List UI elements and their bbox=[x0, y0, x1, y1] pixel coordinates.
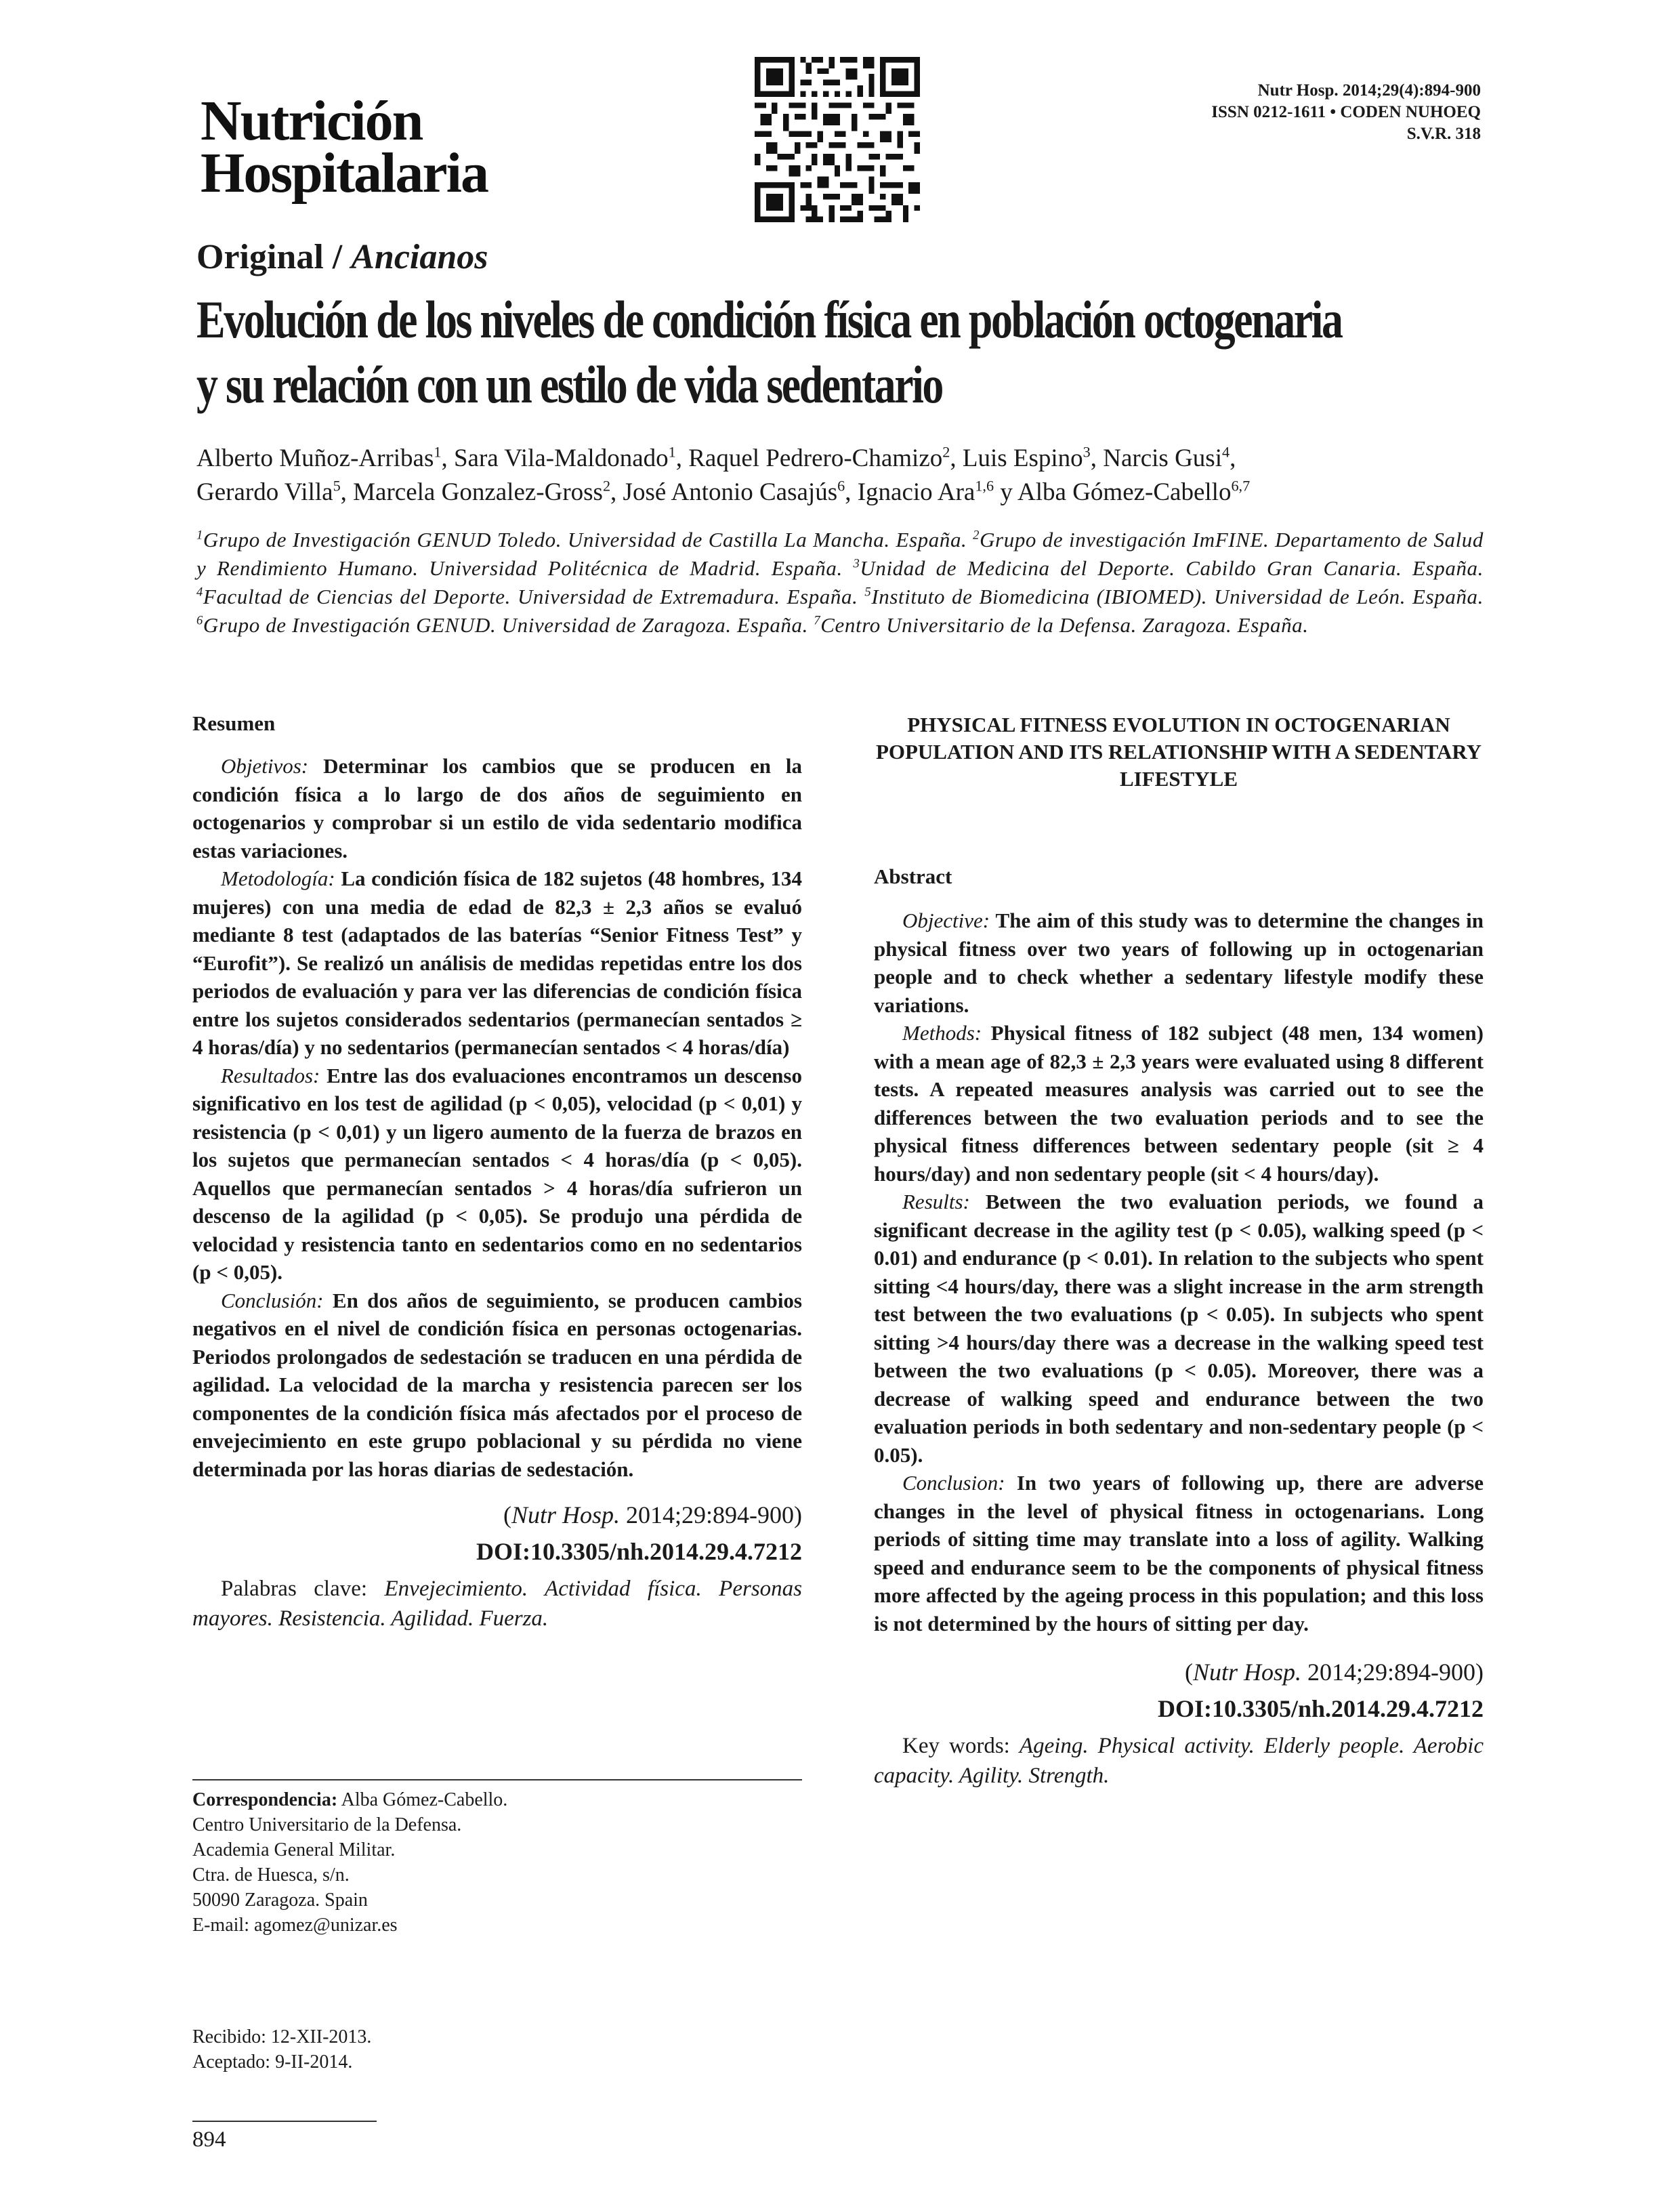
journal-metadata bbox=[1211, 80, 1481, 145]
abstract-citation bbox=[874, 1658, 1484, 1686]
affiliation-number: 5 bbox=[864, 585, 872, 600]
article-section bbox=[196, 237, 488, 277]
abstract-keywords bbox=[874, 1731, 1484, 1791]
journal-logo bbox=[201, 89, 488, 205]
correspondence-divider bbox=[192, 1779, 802, 1780]
affiliation-text: Grupo de Investigación GENUD Toledo. Universidad de Castilla La Mancha. España. bbox=[203, 528, 973, 551]
author-affiliation-mark: 5 bbox=[333, 477, 341, 495]
author-separator: , bbox=[441, 444, 454, 472]
author-separator: , bbox=[610, 478, 623, 506]
author-separator: y bbox=[994, 478, 1018, 506]
abstract-paragraph-label: Results: bbox=[902, 1190, 970, 1213]
author-separator: , bbox=[1230, 444, 1236, 472]
address-line: Academia General Militar. bbox=[192, 1839, 396, 1860]
abstract-column bbox=[874, 711, 1484, 1791]
abstract-paragraph bbox=[874, 1019, 1484, 1188]
author-affiliation-mark: 3 bbox=[1083, 443, 1091, 461]
section-subtype: Ancianos bbox=[351, 238, 488, 276]
correspondence-author bbox=[192, 1787, 802, 1812]
address-line: Centro Universitario de la Defensa. bbox=[192, 1814, 462, 1835]
author-affiliation-mark: 2 bbox=[602, 477, 611, 495]
correspondence-address bbox=[192, 1812, 802, 1938]
author-affiliation-mark: 1,6 bbox=[975, 477, 994, 495]
author-separator: , bbox=[845, 478, 858, 506]
author-name: Alberto Muñoz-Arribas bbox=[196, 444, 434, 472]
author-affiliation-mark: 6,7 bbox=[1231, 477, 1251, 495]
resumen-column bbox=[192, 711, 802, 1633]
author-affiliation-mark: 6 bbox=[837, 477, 845, 495]
citation-open: ( bbox=[503, 1501, 511, 1528]
accepted-date: Aceptado: 9-II-2014. bbox=[192, 2051, 353, 2072]
resumen-paragraph-label: Conclusión: bbox=[221, 1288, 324, 1312]
abstract-paragraph bbox=[874, 907, 1484, 1019]
author-name: Alba Gómez-Cabello bbox=[1017, 478, 1232, 506]
citation-open: ( bbox=[1184, 1659, 1193, 1686]
keywords-label: Palabras clave: bbox=[221, 1577, 385, 1601]
author-name: José Antonio Casajús bbox=[623, 478, 838, 506]
author-separator: , bbox=[340, 478, 354, 506]
keywords-values: Envejecimiento. Actividad física. Personas mayores. Resistencia. Agilidad. Fuerza. bbox=[192, 1577, 802, 1631]
author-line-2 bbox=[196, 476, 1517, 509]
author-list bbox=[196, 442, 1517, 509]
citation-rest: 2014;29:894-900) bbox=[620, 1501, 802, 1528]
affiliation-number: 7 bbox=[814, 613, 821, 628]
affiliation-text: Centro Universitario de la Defensa. Zaragoza. España. bbox=[820, 613, 1309, 637]
address-line: Ctra. de Huesca, s/n. bbox=[192, 1865, 350, 1886]
received-date: Recibido: 12-XII-2013. bbox=[192, 2026, 372, 2047]
logo-line-2: Hospitalaria bbox=[201, 142, 488, 205]
resumen-heading: Resumen bbox=[192, 711, 276, 735]
correspondence-label: Correspondencia: bbox=[192, 1789, 338, 1810]
abstract-paragraph-label: Methods: bbox=[902, 1021, 982, 1045]
footer-divider bbox=[192, 2121, 377, 2122]
citation-journal: Nutr Hosp. bbox=[511, 1501, 621, 1528]
keywords-values: Ageing. Physical activity. Elderly people. Aerobic capacity. Agility. Strength. bbox=[874, 1734, 1484, 1788]
issn-line: ISSN 0212-1611 • CODEN NUHOEQ bbox=[1211, 103, 1481, 121]
resumen-paragraph-label: Metodología: bbox=[221, 867, 335, 890]
resumen-paragraph-text: En dos años de seguimiento, se producen cambios negativos en el nivel de condición física en personas octogenarias. Periodos prolongados de sedestación se traducen en una pérdida de agilidad. La velocidad de la marcha y resistencia parecen ser los componentes de la condición física más afectados por el proceso de envejecimiento en este grupo poblacional y su pérdida no viene determinada por las horas diarias de sedestación. bbox=[192, 1288, 802, 1481]
resumen-paragraph bbox=[192, 1287, 802, 1484]
abstract-paragraph-text: In two years of following up, there are adverse changes in the level of physical fitness in octogenarians. Long periods of sitting time may translate into a loss of agility. Walking speed and endurance seem to be the components of physical fitness more affected by the ageing process in this population; and this loss is not determined by the hours of sitting per day. bbox=[874, 1471, 1484, 1636]
abstract-body bbox=[874, 907, 1484, 1638]
resumen-paragraph-text: Determinar los cambios que se producen en la condición física a lo largo de dos años de seguimiento en octogenarios y comprobar si un estilo de vida sedentario modifica estas variaciones. bbox=[192, 754, 802, 862]
resumen-paragraph bbox=[192, 865, 802, 1062]
affiliation-text: Unidad de Medicina del Deporte. Cabildo Gran Canaria. España. bbox=[860, 556, 1484, 580]
article-title bbox=[196, 287, 1474, 417]
english-title: PHYSICAL FITNESS EVOLUTION IN OCTOGENARIAN POPULATION AND ITS RELATIONSHIP WITH A SEDENTARY LIFESTYLE bbox=[875, 713, 1482, 791]
abstract-heading: Abstract bbox=[874, 865, 952, 888]
abstract-paragraph bbox=[874, 1469, 1484, 1638]
logo-line-1: Nutrición bbox=[201, 89, 423, 152]
title-line-2: y su relación con un estilo de vida sedentario bbox=[196, 355, 942, 414]
qr-code-icon bbox=[755, 57, 920, 222]
author-line-1 bbox=[196, 442, 1517, 476]
abstract-doi: DOI:10.3305/nh.2014.29.4.7212 bbox=[1157, 1695, 1484, 1722]
affiliation-number: 6 bbox=[196, 613, 203, 628]
author-affiliation-mark: 2 bbox=[942, 443, 950, 461]
author-name: Ignacio Ara bbox=[857, 478, 975, 506]
resumen-paragraph bbox=[192, 752, 802, 865]
affiliation-number: 3 bbox=[853, 556, 860, 571]
affiliation-number: 4 bbox=[196, 585, 203, 600]
correspondence bbox=[192, 1787, 802, 1938]
author-separator: , bbox=[1090, 444, 1104, 472]
author-separator: , bbox=[950, 444, 963, 472]
author-name: Sara Vila-Maldonado bbox=[453, 444, 669, 472]
affiliations bbox=[196, 526, 1484, 640]
resumen-doi: DOI:10.3305/nh.2014.29.4.7212 bbox=[476, 1538, 802, 1565]
author-separator: , bbox=[675, 444, 689, 472]
affiliation-text: Grupo de investigación ImFINE. Departamento de Salud y Rendimiento Humano. Universidad Politécnica de Madrid. España. bbox=[196, 528, 1484, 580]
abstract-paragraph-text: Physical fitness of 182 subject (48 men, 134 women) with a mean age of 82,3 ± 2,3 years were evaluated using 8 different tests. A repeated measures analysis was carried out to see the differences between the two evaluation periods and to see the physical fitness differences between sedentary people (sit ≥ 4 hours/day) and non sedentary people (sit < 4 hours/day). bbox=[874, 1021, 1484, 1186]
resumen-paragraph-text: Entre las dos evaluaciones encontramos un descenso significativo en los test de agilidad (p < 0,05), velocidad (p < 0,01) y resistencia (p < 0,01) y un ligero aumento de la fuerza de brazos en los sujetos que permanecían sentados < 4 horas/día (p < 0,05). Aquellos que permanecían sentados > 4 horas/día sufrieron un descenso de la agilidad (p < 0,05). Se produjo una pérdida de velocidad y resistencia tanto en sedentarios como en no sedentarios (p < 0,05). bbox=[192, 1063, 802, 1284]
abstract-paragraph-text: Between the two evaluation periods, we found a significant decrease in the agility test (p < 0.05), walking speed (p < 0.01) and endurance (p < 0.01). In relation to the subjects who spent sitting <4 hours/day, there was a slight increase in the arm strength test between the two evaluations (p < 0.05). In subjects who spent sitting >4 hours/day there was a decrease in the walking speed test between the two evaluations (p < 0.05). Moreover, there was a decrease of walking speed and endurance between the two evaluation periods in both sedentary and non-sedentary people (p < 0.05). bbox=[874, 1190, 1484, 1467]
author-name: Gerardo Villa bbox=[196, 478, 333, 506]
affiliation-number: 2 bbox=[973, 528, 980, 543]
address-line: E-mail: agomez@unizar.es bbox=[192, 1915, 398, 1936]
author-name: Raquel Pedrero-Chamizo bbox=[688, 444, 943, 472]
resumen-keywords bbox=[192, 1574, 802, 1633]
author-name: Narcis Gusi bbox=[1103, 444, 1222, 472]
abstract-paragraph-text: The aim of this study was to determine the changes in physical fitness over two years of following up in octogenarian people and to check whether a sedentary lifestyle modify these variations. bbox=[874, 909, 1484, 1017]
resumen-paragraph bbox=[192, 1062, 802, 1287]
title-line-1: Evolución de los niveles de condición física en población octogenaria bbox=[196, 290, 1342, 349]
resumen-paragraph-label: Objetivos: bbox=[221, 754, 309, 778]
section-type: Original / bbox=[196, 238, 343, 276]
svr-line: S.V.R. 318 bbox=[1406, 125, 1481, 143]
author-affiliation-mark: 1 bbox=[668, 443, 676, 461]
abstract-paragraph-label: Objective: bbox=[902, 909, 990, 932]
affiliation-text: Instituto de Biomedicina (IBIOMED). Universidad de León. España. bbox=[871, 585, 1484, 608]
address-line: 50090 Zaragoza. Spain bbox=[192, 1890, 368, 1911]
keywords-label: Key words: bbox=[902, 1734, 1020, 1758]
author-affiliation-mark: 4 bbox=[1221, 443, 1230, 461]
affiliation-text: Facultad de Ciencias del Deporte. Universidad de Extremadura. España. bbox=[203, 585, 865, 608]
journal-reference: Nutr Hosp. 2014;29(4):894-900 bbox=[1257, 81, 1481, 100]
article-dates bbox=[192, 2024, 371, 2075]
affiliation-text: Grupo de Investigación GENUD. Universidad de Zaragoza. España. bbox=[203, 613, 814, 637]
resumen-paragraph-text: La condición física de 182 sujetos (48 hombres, 134 mujeres) con una media de edad de 82,3 ± 2,3 años se evaluó mediante 8 test (adaptados de las baterías “Senior Fitness Test” y “Eurofit”). Se realizó un análisis de medidas repetidas entre los dos periodos de evaluación y para ver las diferencias de condición física entre los sujetos considerados sedentarios (permanecían sentados ≥ 4 horas/día) y no sedentarios (permanecían sentados < 4 horas/día) bbox=[192, 867, 802, 1059]
correspondence-name: Alba Gómez-Cabello. bbox=[337, 1789, 508, 1810]
citation-journal: Nutr Hosp. bbox=[1192, 1659, 1302, 1686]
abstract-paragraph bbox=[874, 1188, 1484, 1469]
page-number: 894 bbox=[192, 2127, 226, 2152]
author-name: Marcela Gonzalez-Gross bbox=[353, 478, 603, 506]
author-name: Luis Espino bbox=[962, 444, 1083, 472]
abstract-paragraph-label: Conclusion: bbox=[902, 1471, 1005, 1495]
resumen-body bbox=[192, 752, 802, 1483]
citation-rest: 2014;29:894-900) bbox=[1301, 1659, 1484, 1686]
resumen-citation bbox=[192, 1501, 802, 1529]
author-affiliation-mark: 1 bbox=[434, 443, 442, 461]
resumen-paragraph-label: Resultados: bbox=[221, 1063, 320, 1087]
affiliation-number: 1 bbox=[196, 528, 203, 543]
